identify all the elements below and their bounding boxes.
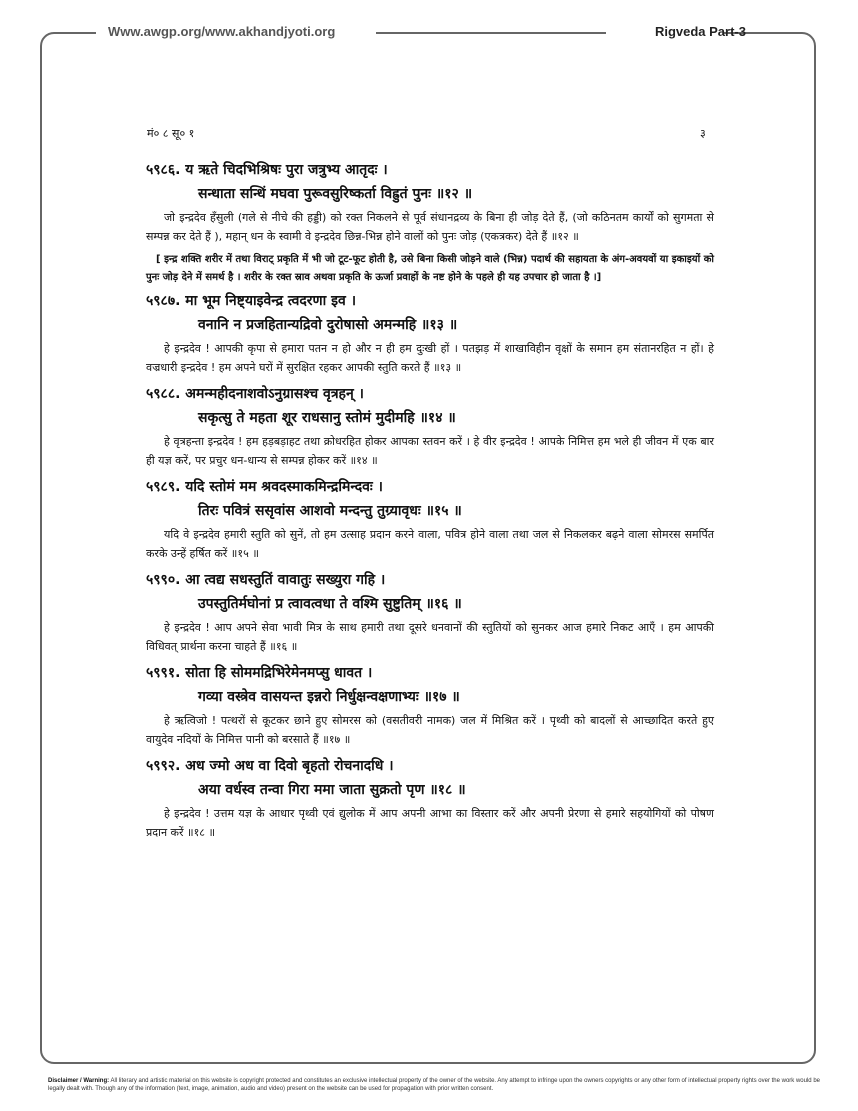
verse-translation: यदि वे इन्द्रदेव हमारी स्तुति को सुनें, तो हम उत्साह प्रदान करने वाला, पवित्र होने वाला तथा जल से निकलकर बढ़ने वाला सोमरस समर्पित करके उन्हें हर्षित करें ॥१५ ॥	[146, 528, 714, 560]
footer-disclaimer	[48, 1077, 820, 1093]
verse-block	[146, 289, 714, 377]
verse-line-2: सन्धाता सन्धिं मघवा पुरूवसुरिष्कर्ता विह्रुतं पुनः ॥१२ ॥	[198, 186, 473, 202]
verse-translation: हे ऋत्विजो ! पत्थरों से कूटकर छाने हुए सोमरस को (वसतीवरी नामक) जल में मिश्रित करें । पृथ्वी को बादलों से आच्छादित करते हुए वायुदेव नदियों के निमित्त पानी को बरसाते हैं ॥१७ ॥	[146, 714, 714, 746]
verse-block	[146, 568, 714, 656]
verse-line-1: ५९९१. सोता हि सोममद्रिभिरेमेनमप्सु धावत ।	[146, 665, 373, 681]
verse-line-1: ५९८६. य ऋते चिदभिश्रिषः पुरा जत्रुभ्य आतृदः ।	[146, 162, 388, 178]
verse-translation: जो इन्द्रदेव हँसुली (गले से नीचे की हड्डी) को रक्त निकलने से पूर्व संधानद्रव्य के बिना ही जोड़ देते हैं, (जो कठिनतम कार्यों को सुगमता से सम्पन्न कर देते हैं ), महान् धन के स्वामी वे इन्द्रदेव छिन्न-भिन्न होने वालों को पुनः जोड़ (एकत्रकर) देते हैं ॥१२ ॥	[146, 211, 714, 243]
verse-content	[146, 158, 714, 847]
verse-line-1: ५९८७. मा भूम निष्ट्याइवेन्द्र त्वदरणा इव ।	[146, 293, 356, 309]
verse-block	[146, 661, 714, 749]
header-book-title: Rigveda Part-3	[654, 24, 746, 39]
verse-translation: हे इन्द्रदेव ! आप अपने सेवा भावी मित्र के साथ हमारी तथा दूसरे धनवानों की स्तुतियों को सुनकर आज हमारे निकट आएँ । हम आपकी विधिवत् प्रार्थना करना चाहते हैं ॥१६ ॥	[146, 621, 714, 653]
page-number: ३	[700, 127, 706, 140]
verse-line-1: ५९९०. आ त्वद्य सधस्तुतिं वावातुः सख्युरा गहि ।	[146, 572, 386, 588]
verse-line-2: उपस्तुतिर्मघोनां प्र त्वावत्वधा ते वश्मि सुष्टुतिम् ॥१६ ॥	[198, 596, 462, 612]
verse-translation: हे इन्द्रदेव ! आपकी कृपा से हमारा पतन न हो और न ही हम दुःखी हों । पतझड़ में शाखाविहीन वृक्षों के समान हम संतानरहित न हों। हे वज्रधारी इन्द्रदेव ! हम अपने घरों में सुरक्षित रहकर आपकी स्तुति करते हैं ॥१३ ॥	[146, 342, 714, 374]
disclaimer-label: Disclaimer / Warning:	[48, 1078, 110, 1084]
disclaimer-text: All literary and artistic material on this website is copyright protected and constitutes an exclusive intellectual property of the owner of the website. Any attempt to infringe upon the owners copyrights or any other form of intellectual property rights over the work would be legally dealt with. Though any of the information (text, image, animation, audio and video) present on the website can be used for propagation with prior written consent.	[48, 1078, 820, 1092]
verse-line-2: गव्या वस्त्रेव वासयन्त इन्नरो निर्धुक्षन्वक्षणाभ्यः ॥१७ ॥	[198, 689, 460, 705]
verse-translation: हे इन्द्रदेव ! उत्तम यज्ञ के आधार पृथ्वी एवं द्युलोक में आप अपनी आभा का विस्तार करें और अपनी प्रेरणा से हमारे सहयोगियों को पोषण प्रदान करें ॥१८ ॥	[146, 807, 714, 839]
verse-line-1: ५९८८. अमन्महीदनाशवोऽनुग्रासश्च वृत्रहन् ।	[146, 386, 364, 402]
verse-line-2: अया वर्धस्व तन्वा गिरा ममा जाता सुक्रतो पृण ॥१८ ॥	[198, 782, 466, 798]
verse-line-1: ५९९२. अध ज्मो अध वा दिवो बृहतो रोचनादधि ।	[146, 758, 394, 774]
verse-block	[146, 158, 714, 286]
verse-line-2: सकृत्सु ते महता शूर राधसानु स्तोमं मुदीमहि ॥१४ ॥	[198, 410, 456, 426]
verse-line-2: तिरः पवित्रं ससृवांस आशवो मन्दन्तु तुग्र्यावृधः ॥१५ ॥	[198, 503, 462, 519]
verse-block	[146, 754, 714, 842]
verse-commentary-note: [ इन्द्र शक्ति शरीर में तथा विराट् प्रकृति में भी जो टूट-फूट होती है, उसे बिना किसी जोड़ने वाले (भिन्न) पदार्थ की सहायता के अंग-अवयवों या इकाइयों को पुनः जोड़ देने में समर्थ है । शरीर के रक्त स्राव अथवा प्रकृति के ऊर्जा प्रवाहों के नष्ट होने के पहले ही यह उपचार हो जाता है ।]	[146, 254, 714, 283]
verse-line-1: ५९८९. यदि स्तोमं मम श्रवदस्माकमिन्द्रमिन्दवः ।	[146, 479, 383, 495]
verse-block	[146, 475, 714, 563]
verse-line-2: वनानि न प्रजहितान्यद्रिवो दुरोषासो अमन्महि ॥१३ ॥	[198, 317, 458, 333]
verse-block	[146, 382, 714, 470]
mandala-sukta-label: मं० ८ सू० १	[147, 127, 195, 140]
verse-translation: हे वृत्रहन्ता इन्द्रदेव ! हम हड़बड़ाहट तथा क्रोधरहित होकर आपका स्तवन करें । हे वीर इन्द्रदेव ! आपके निमित्त हम भले ही जीवन में एक बार ही यज्ञ करें, पर प्रचुर धन-धान्य से सम्पन्न होकर करें ॥१४ ॥	[146, 435, 714, 467]
header-website-url[interactable]: Www.awgp.org/www.akhandjyoti.org	[108, 24, 336, 39]
